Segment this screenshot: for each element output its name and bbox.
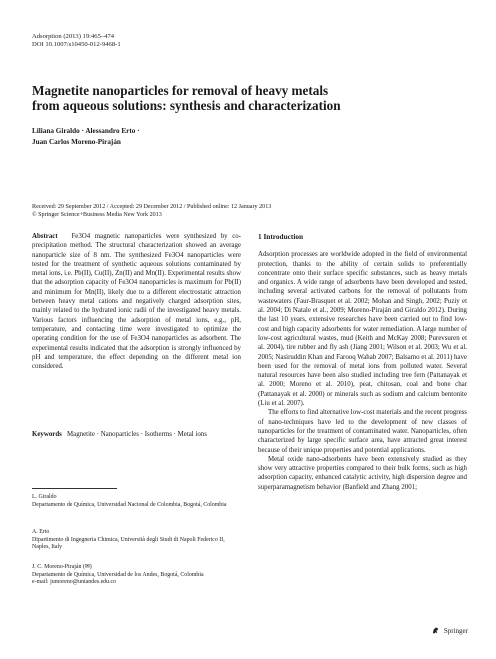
keywords-text: Magnetite · Nanoparticles · Isotherms · Metal ions [67, 431, 207, 438]
keywords [32, 430, 241, 439]
copyright-notice: © Springer Science+Business Media New York 2013 [32, 212, 162, 218]
keywords-label: Keywords [32, 431, 62, 438]
doi: DOI 10.1007/s10450-012-9468-1 [32, 41, 121, 48]
publisher-footer [431, 626, 468, 635]
section-heading: 1 Introduction [258, 232, 304, 241]
author-list [32, 126, 332, 148]
authors-line-2: Juan Carlos Moreno-Piraján [32, 138, 121, 146]
intro-paragraph-2: The efforts to find alternative low-cost materials and the recent progress of nano-techniques have led to the development of new classes of nanoparticles for the treatment of contaminated water. Nanoparticles, often characterized by large specific surface area, have attracted great interest because of their unique properties and potential applications. [258, 409, 467, 454]
journal-citation: Adsorption (2013) 19:465–474 [32, 33, 115, 40]
title-line-2: from aqueous solutions: synthesis and characterization [32, 97, 341, 113]
abstract-text: Fe3O4 magnetic nanoparticles were synthesized by co-precipitation method. The structural characterization showed an average nanoparticle size of 8 nm. The synthesized Fe3O4 nanoparticles were tested for the treatment of synthetic aqueous solutions contaminated by metal ions, i.e. Pb(II), Cu(II), Zn(II) and Mn(II). Experimental results show that the adsorption capacity of Fe3O4 nanoparticles is maximum for Pb(II) and minimum for Mn(II), likely due to a different electrostatic attraction between heavy metal cations and negatively charged adsorption sites, mainly related to the hydrated ionic radii of the investigated heavy metals. Various factors influencing the adsorption of metal ions, e.g., pH, temperature, and contacting time were investigated to optimize the operating condition for the use of Fe3O4 nanoparticles as adsorbent. The experimental results indicated that the adsorption is strongly influenced by pH and temperature, the effect depending on the different metal ion considered. [32, 233, 241, 371]
affiliation-2 [32, 529, 241, 552]
affiliation-3-address: Departamento de Química, Universidad de los Andes, Bogotá, Colombia [32, 571, 204, 578]
title-line-1: Magnetite nanoparticles for removal of heavy metals [32, 83, 329, 98]
introduction-section [258, 232, 467, 492]
footnote-divider [32, 488, 117, 489]
affiliation-2-name: A. Erto [32, 529, 50, 535]
abstract-label: Abstract [32, 233, 58, 240]
springer-horse-icon [431, 626, 440, 635]
affiliation-1-name: L. Giraldo [32, 494, 57, 500]
authors-line-1: Liliana Giraldo · Alessandro Erto · [32, 127, 140, 135]
affiliation-1 [32, 494, 241, 509]
abstract [32, 232, 241, 371]
publisher-name: Springer [443, 626, 468, 635]
history-dates: Received: 29 September 2012 / Accepted: 29 December 2012 / Published online: 12 January 2013 [32, 204, 272, 210]
affiliation-3-name: J. C. Moreno-Piraján (✉) [32, 564, 92, 570]
intro-paragraph-1: Adsorption processes are worldwide adopted in the field of environmental protection, thanks to the ability of certain solids to preferentially concentrate onto their surface specific substances, such as heavy metals and organics. A wide range of adsorbents have been developed and tested, including several activated carbons for the removal of pollutants from wastewaters (Faur-Brasquet et al. 2002; Mohan and Singh, 2002; Puziy et al. 2004; Di Natale et al., 2009; Moreno-Piraján and Giraldo 2012). During the last 10 years, extensive researches have been carried out to find low-cost and high capacity adsorbents for water remediation. A large number of low-cost agricultural wastes, mud (Keith and McKay 2008; Purevsuren et al. 2004), tire rubber and fly ash (Jiang 2001; Wilson et al. 2003; Wu et al. 2005; Nasiruddin Khan and Farooq Wahab 2007; Balsamo et al. 2011) have been used for the removal of metal ions from polluted water. Several natural resources have been also studied including tree fern (Pattanayak et al. 2000; Moreno et al. 2010), peat, chitosan, coal and bone char (Pattanayak et al. 2000) or minerals such as sodium and calcium bentonite (Liu et al. 2007). [258, 251, 467, 408]
article-history [32, 203, 452, 219]
paper-title [32, 84, 392, 113]
affiliation-2-address: Dipartimento di Ingegneria Chimica, Università degli Studi di Napoli Federico II, Naples, Italy [32, 536, 225, 551]
affiliation-3 [32, 564, 241, 587]
corresponding-email[interactable]: e-mail: jumoreno@uniandes.edu.co [32, 579, 117, 586]
affiliation-1-address: Departamento de Química, Universidad Nacional de Colombia, Bogotá, Colombia [32, 501, 227, 508]
intro-paragraph-3: Metal oxide nano-adsorbents have been extensively studied as they show very attractive properties compared to their bulk forms, such as high adsorption capacity, enhanced catalytic activity, high dispersion degree and superparamagnetism behavior (Banfield and Zhang 2001; [258, 455, 467, 491]
